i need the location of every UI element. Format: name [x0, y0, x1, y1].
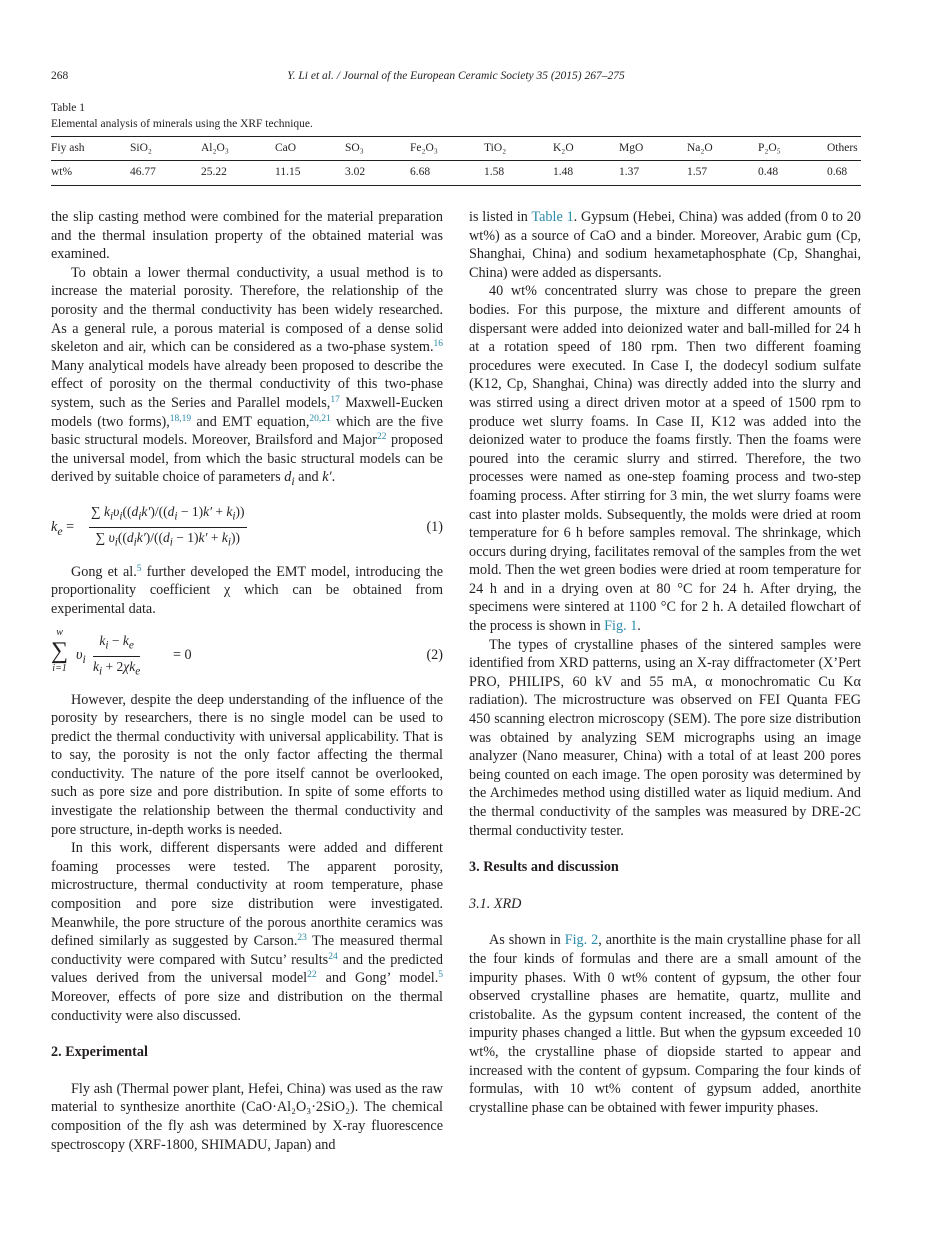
citation-link[interactable]: 16: [433, 339, 443, 350]
table-header-cell: K₂O: [553, 142, 574, 154]
table-header-cell: Na₂O: [687, 142, 713, 154]
citation-link[interactable]: 20,21: [309, 413, 331, 424]
table-cell: 1.57: [687, 166, 708, 178]
table-header-cell: Others: [827, 142, 858, 154]
equation-number: (1): [426, 518, 443, 535]
table-header-cell: CaO: [275, 142, 297, 154]
left-column: [51, 208, 443, 1154]
equation-number: (2): [426, 646, 443, 663]
section-heading: 3. Results and discussion: [469, 859, 619, 876]
table-cell: 25.22: [201, 166, 227, 178]
equation-2: w ∑ i=1 $\upsilon_i$ $k_i - k_e$ $k_i + 2\chi k_e$ = 0 (2): [51, 627, 443, 681]
citation-link[interactable]: 22: [307, 970, 317, 981]
table-cell: 1.48: [553, 166, 574, 178]
running-header: [51, 70, 861, 86]
table-mid-rule: [51, 160, 861, 161]
table-header-cell: TiO₂: [484, 142, 507, 154]
citation-link[interactable]: 24: [328, 951, 338, 962]
table-cell: 1.58: [484, 166, 505, 178]
subsection-heading: 3.1. XRD: [469, 895, 522, 912]
table-header-cell: SiO₂: [130, 142, 152, 154]
citation-link[interactable]: 17: [330, 394, 340, 405]
figure-2-link[interactable]: Fig. 2: [564, 932, 599, 949]
right-column: [469, 208, 861, 1117]
citation-link[interactable]: 22: [376, 432, 387, 443]
table-caption: [51, 101, 313, 132]
equation-2-fraction: $k_i - k_e$ $k_i + 2\chi k_e$: [93, 632, 141, 678]
paragraph: is listed in Table 1. Gypsum (Hebei, China) was added (from 0 to 20 wt%) as a source of CaO and a binder. Moreover, Arabic gum (Cp, Shanghai, China) and sodium hexametaphosphate (Cp, Shanghai, China) were added as dispersants.: [469, 209, 861, 281]
citation-link[interactable]: 18,19: [169, 413, 192, 424]
paragraph: However, despite the deep understanding of the influence of the porosity by researchers, there is no single model can be used to predict the thermal conductivity with universal applicability. That is to say, the porosity is not the only factor affecting the thermal conductivity. The nature of the pore itself cannot be overlooked, such as pore size and pore distribution. In spite of some efforts to investigate the relationship between the thermal conductivity and pore structure, in-depth works is needed.: [51, 691, 443, 838]
paragraph: In this work, different dispersants were added and different foaming processes were tested. The apparent porosity, microstructure, thermal conductivity at room temperature, phase composition and pore size distribution were investigated. Meanwhile, the pore structure of the porous anorthite ceramics was defined similarly as suggested by Carson.$^{23}$ The measured thermal conductivity were compared with Sutcu’ results$^{24}$ and the predicted values derived from the universal model$^{22}$ and Gong’ model.$^5$ Moreover, effects of pore size and distribution on the thermal conductivity were also discussed.: [51, 840, 443, 1024]
table-cell: 6.68: [410, 166, 431, 178]
table-header-cell: P₂O₅: [758, 142, 781, 154]
table-caption-text: Elemental analysis of minerals using the XRF technique.: [51, 117, 313, 130]
paragraph: To obtain a lower thermal conductivity, a usual method is to increase the material porosity. Therefore, the relationship of the porosity and the thermal conductivity has been widely researched. As a general rule, a porous material is composed of a dense solid skeleton and air, which can be considered as a two-phase system.$^{16}$ Many analytical models have already been proposed to describe the effect of porosity on the thermal conductivity of this two-phase system, such as the Series and Parallel models,$^{17}$ Maxwell-Eucken models (two forms),$^{18,19}$ and EMT equation,$^{20,21}$ which are the five basic structural models. Moreover, Brailsford and Major$^{22}$ proposed the universal model, from which the basic structural models can be derived by suitable choice of parameters $d_i$ and k′.: [51, 264, 443, 489]
table-cell: 0.68: [827, 166, 848, 178]
table-cell: 0.48: [758, 166, 779, 178]
section-heading: 2. Experimental: [51, 1044, 148, 1061]
table-header-row: [51, 142, 861, 158]
journal-citation: Y. Li et al. / Journal of the European Ceramic Society 35 (2015) 267–275: [287, 70, 625, 82]
paragraph: Gong et al.$^5$ further developed the EMT model, introducing the proportionality coefficient χ which can be obtained from experimental data.: [51, 563, 443, 617]
table-top-rule: [51, 136, 861, 137]
table-cell: 3.02: [345, 166, 366, 178]
paragraph: The types of crystalline phases of the sintered samples were identified from XRD patterns, using an X-ray diffractometer (X’Pert PRO, PHILIPS, 60 kV and 55 mA, α monochromatic Cu Kα radiation). The microstructure was observed on FEI Quanta FEG 450 scanning electron microscopy (SEM). The pore size distribution was obtained by analyzing SEM micrographs using an image analyzer (Nano measurer, China) with a total of at least 200 pores being counted on each image. The open porosity was determined by the Archimedes method using distilled water as liquid medium. And the thermal conductivity of the samples was measured by DRE-2C thermal conductivity tester.: [469, 636, 861, 839]
table-cell: 1.37: [619, 166, 640, 178]
table-header-cell: Al₂O₃: [201, 142, 229, 154]
table-1-link[interactable]: Table 1: [531, 209, 574, 225]
sum-symbol: w ∑ i=1: [51, 626, 69, 674]
table-header-cell: SO₃: [345, 142, 364, 154]
paragraph: 40 wt% concentrated slurry was chose to prepare the green bodies. For this purpose, the mixture and different amounts of dispersant were added into deionized water and ball-milled for 24 h at a rotation speed of 180 rpm. Then two different foaming procedures were executed. In Case I, the dodecyl sodium sulfate (K12, Cp, Shanghai, China) was directly added into the slurry and was stirred using a direct driven motor at a speed of 1500 rpm to produce wet slurry foams. In Case II, K12 was added into the deionized water to produce the foams firstly. Then the foams were poured into the ceramic slurry and stirred. Therefore, the two processes were named as one-step foaming process and two-step foaming process. After stirring for 3 min, the wet slurry foams were cast into plaster molds. Subsequently, the molds were dried at room temperature for 6 h before samples removal. The shrinkage, which occurs during drying, facilitates removal of the samples from the wet mold. Then the wet green bodies were dried at room temperature for 24 h and in a drying oven at 80 °C for 24 h. After drying, the specimens were sintered at 1100 °C for 2 h. A detailed flowchart of the process is shown in Fig. 1.: [469, 283, 862, 635]
equation-1: $k_e$ = ∑ $k_i\upsilon_i((d_ik')/((d_i - 1)k' + k_i))$ ∑ $\upsilon_i((d_ik')/((d_i - 1)k' + k_i))$ (1): [51, 503, 443, 551]
table-label: Table 1: [51, 102, 86, 114]
citation-link[interactable]: 23: [297, 933, 307, 944]
paragraph: As shown in Fig. 2, anorthite is the main crystalline phase for all the four kinds of formulas and there are a small amount of the impurity phases. With 0 wt% content of gypsum, the other four observed crystalline phases are hematite, quartz, mullite and cristobalite. As the gypsum content increased, the content of the impurity phases changed a little. But when the gypsum exceeded 10 wt%, the crystalline phase of diopside started to appear and increased with the content of gypsum. Comparing the four kinds of formulas, with 10 wt% content of gypsum added, anorthite crystalline phase can be obtained with fewer impurity phases.: [469, 932, 861, 1116]
paragraph: the slip casting method were combined for the material preparation and the thermal insulation property of the obtained material was examined.: [51, 209, 443, 263]
table-row: [51, 166, 861, 182]
paragraph: Fly ash (Thermal power plant, Hefei, China) was used as the raw material to synthesize anorthite (CaO·Al₂O₃·2SiO₂). The chemical composition of the fly ash was determined by X-ray fluorescence spectroscopy (XRF-1800, SHIMADU, Japan) and: [51, 1080, 443, 1153]
citation-link[interactable]: 5: [438, 970, 443, 981]
figure-1-link[interactable]: Fig. 1: [604, 618, 638, 635]
table-cell: 46.77: [130, 166, 156, 178]
table-cell: 11.15: [275, 166, 301, 178]
table-header-cell: Fe₂O₃: [410, 142, 438, 154]
equation-1-fraction: ∑ $k_i\upsilon_i((d_ik')/((d_i - 1)k' + k_i))$ ∑ $\upsilon_i((d_ik')/((d_i - 1)k' + k_i))$: [91, 503, 245, 549]
citation-link[interactable]: 5: [136, 563, 142, 574]
table-header-cell: MgO: [619, 142, 644, 154]
page-number: 268: [51, 70, 69, 82]
table-header-cell: Fiy ash: [51, 142, 85, 154]
table-cell: wt%: [51, 166, 73, 178]
table-bottom-rule: [51, 185, 861, 186]
